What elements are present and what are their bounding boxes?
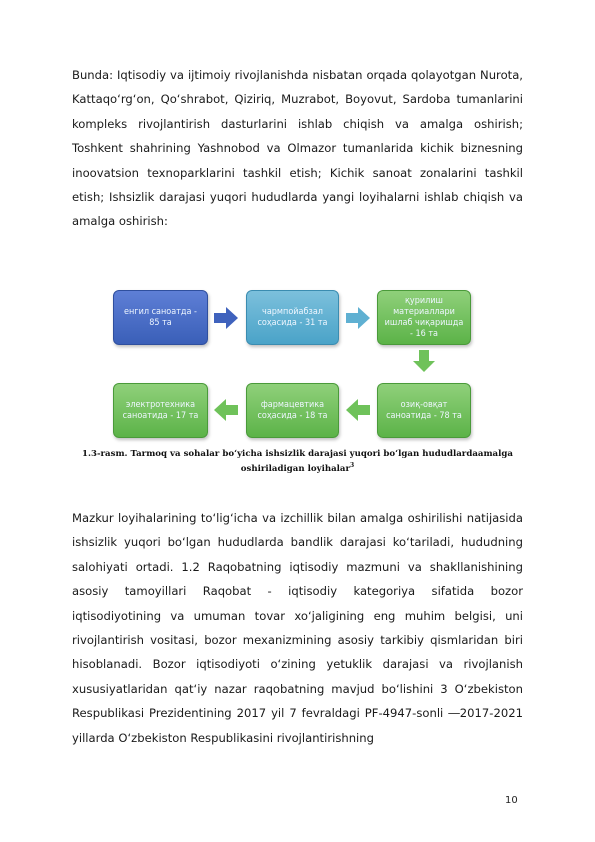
- page-number: 10: [505, 795, 518, 806]
- box-pharmaceutics: фармацевтика соҳасида - 18 та: [246, 383, 339, 438]
- arrow-right-icon: [214, 307, 238, 329]
- box-electrotechnics: электротехника саноатида - 17 та: [113, 383, 208, 438]
- paragraph-intro: Bunda: Iqtisodiy va ijtimoiy rivojlanishda nisbatan orqada qolayotgan Nurota, Kattaqo‘rg‘on, Qo‘shrabot, Qiziriq, Muzrabot, Boyovut, Sardoba tumanlarini kompleks rivojlantirish dasturlarini ishlab chiqish va amalga oshirish; Toshkent shahrining Yashnobod va Olmazor tumanlarida kichik biznesning inoovatsion texnoparklarini tashkil etish; Kichik sanoat zonalarini tashkil etish; Ishsizlik darajasi yuqori hududlarda yangi loyihalarni ishlab chiqish va amalga oshirish:: [72, 68, 523, 229]
- arrow-left-icon: [214, 399, 238, 421]
- arrow-down-icon: [413, 350, 435, 372]
- box-construction-materials: қурилиш материаллари ишлаб чиқаришда - 16 та: [377, 290, 471, 345]
- arrow-right-icon: [346, 307, 370, 329]
- caption-footnote-ref: 3: [350, 462, 355, 469]
- paragraph-competition: Mazkur loyihalarining to‘lig‘icha va izchillik bilan amalga oshirilishi natijasida ishsizlik yuqori bo‘lgan hududlarda bandlik darajasi ko‘tariladi, hududning salohiyati ortadi. 1.2 Raqobatning iqtisodiy mazmuni va shakllanishining asosiy tamoyillari Raqobat - iqtisodiy kategoriya sifatida bozor iqtisodiyotining va umuman tovar xo‘jaligining eng muhim belgisi, uni rivojlantirish vositasi, bozor mexanizmining asosiy tarkibiy qismlaridan biri hisoblanadi. Bozor iqtisodiyoti o‘zining yetuklik darajasi va rivojlanish xususiyatlaridan qat‘iy nazar raqobatning mavjud bo‘lishini 3 O‘zbekiston Respublikasi Prezidentining 2017 yil 7 fevraldagi PF-4947-sonli ―2017-2021 yillarda O‘zbekiston Respublikasini rivojlantirishning: [72, 511, 523, 745]
- figure-caption: [72, 449, 523, 475]
- box-leather-footwear: чармпойабзал соҳасида - 31 та: [246, 290, 339, 345]
- arrow-left-icon: [346, 399, 370, 421]
- caption-line-2: oshiriladigan loyihalar: [240, 463, 351, 474]
- caption-line-1: 1.3-rasm. Tarmoq va sohalar bo‘yicha ishsizlik darajasi yuqori bo‘lgan hududlardaamalga: [82, 449, 513, 459]
- box-light-industry: енгил саноатда - 85 та: [113, 290, 208, 345]
- box-food-industry: озиқ-овқат саноатида - 78 та: [377, 383, 471, 438]
